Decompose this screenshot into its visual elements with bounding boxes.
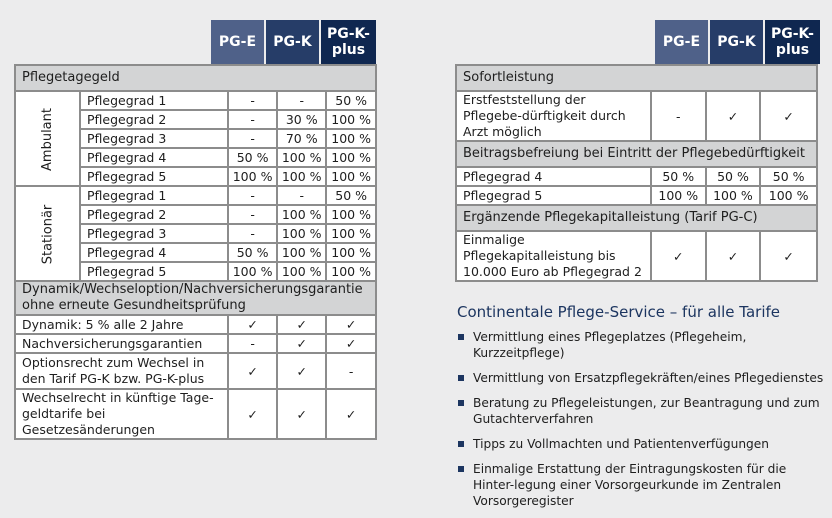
value-cell: 100 % (706, 186, 761, 205)
value-cell: 100 % (277, 167, 326, 186)
table-row (15, 353, 376, 389)
service-item: Einmalige Erstattung der Eintragungskosten für die Hinter-legung einer Vorsorgeurkunde im Zentralen Vorsorgeregister (455, 461, 830, 509)
col-pg-e: PG-E (211, 20, 264, 64)
row-label: Pflegegrad 5 (80, 167, 228, 186)
value-cell: ✓ (228, 315, 277, 334)
value-cell: ✓ (277, 353, 326, 389)
value-cell: 100 % (326, 262, 376, 281)
left-benefits-table (14, 64, 377, 440)
value-cell: 100 % (326, 224, 376, 243)
value-cell: 100 % (277, 262, 326, 281)
value-cell: ✓ (326, 315, 376, 334)
row-label: Pflegegrad 2 (80, 205, 228, 224)
value-cell: - (277, 91, 326, 110)
section-row (456, 205, 817, 231)
bullet-square-icon (458, 400, 464, 406)
value-cell: 100 % (228, 262, 277, 281)
bullet-square-icon (458, 375, 464, 381)
value-cell: - (228, 186, 277, 205)
row-label: Optionsrecht zum Wechsel in den Tarif PG-K bzw. PG-K-plus (15, 353, 228, 389)
value-cell: 100 % (326, 110, 376, 129)
table-row (15, 315, 376, 334)
value-cell: 100 % (228, 167, 277, 186)
service-item: Vermittlung eines Pflegeplatzes (Pflegeheim, Kurzzeitpflege) (455, 329, 830, 361)
value-cell: ✓ (228, 353, 277, 389)
row-label: Wechselrecht in künftige Tage-geldtarife bei Gesetzesänderungen (15, 389, 228, 439)
section-title: Dynamik/Wechseloption/Nachversicherungsgarantie ohne erneute Gesundheitsprüfung (15, 281, 376, 315)
row-label: Pflegegrad 5 (80, 262, 228, 281)
row-label: Pflegegrad 4 (456, 167, 651, 186)
value-cell: 100 % (277, 224, 326, 243)
col-pg-k: PG-K (266, 20, 319, 64)
table-row (456, 186, 817, 205)
value-cell: ✓ (228, 389, 277, 439)
value-cell: ✓ (760, 231, 817, 281)
value-cell: 100 % (326, 205, 376, 224)
value-cell: 100 % (277, 148, 326, 167)
value-cell: 50 % (326, 186, 376, 205)
row-label: Pflegegrad 3 (80, 224, 228, 243)
value-cell: 100 % (760, 186, 817, 205)
left-tariff-header (211, 20, 376, 64)
table-row (456, 91, 817, 141)
col-pg-e: PG-E (655, 20, 708, 64)
value-cell: 100 % (277, 243, 326, 262)
bullet-square-icon (458, 441, 464, 447)
value-cell: ✓ (277, 334, 326, 353)
section-row (456, 141, 817, 167)
value-cell: 70 % (277, 129, 326, 148)
group-label: Ambulant (15, 91, 80, 186)
row-label: Pflegegrad 4 (80, 243, 228, 262)
col-pg-k-plus: PG-K- plus (765, 20, 820, 64)
value-cell: 30 % (277, 110, 326, 129)
value-cell: - (228, 334, 277, 353)
value-cell: 50 % (651, 167, 706, 186)
value-cell: - (277, 186, 326, 205)
section-title: Ergänzende Pflegekapitalleistung (Tarif PG-C) (456, 205, 817, 231)
value-cell: 50 % (760, 167, 817, 186)
table-row (456, 231, 817, 281)
table-row (15, 186, 376, 205)
value-cell: 100 % (326, 243, 376, 262)
value-cell: 100 % (326, 129, 376, 148)
service-title: Continentale Pflege-Service – für alle Tarife (457, 303, 781, 321)
value-cell: 50 % (706, 167, 761, 186)
bullet-square-icon (458, 466, 464, 472)
value-cell: 50 % (228, 148, 277, 167)
row-label: Pflegegrad 4 (80, 148, 228, 167)
value-cell: 50 % (326, 91, 376, 110)
right-tariff-header (655, 20, 820, 64)
col-pg-k-plus: PG-K- plus (321, 20, 376, 64)
group-label: Stationär (15, 186, 80, 281)
row-label: Pflegegrad 1 (80, 91, 228, 110)
value-cell: - (228, 205, 277, 224)
value-cell: ✓ (277, 315, 326, 334)
service-section (455, 303, 830, 518)
value-cell: 50 % (228, 243, 277, 262)
row-label: Pflegegrad 1 (80, 186, 228, 205)
service-item: Vermittlung von Ersatzpflegekräften/eines Pflegedienstes (455, 370, 830, 386)
value-cell: - (228, 129, 277, 148)
row-label: Pflegegrad 3 (80, 129, 228, 148)
section-row (456, 65, 817, 91)
section-title: Pflegetagegeld (15, 65, 376, 91)
table-row (15, 91, 376, 110)
value-cell: ✓ (760, 91, 817, 141)
row-label: Erstfeststellung der Pflegebe-dürftigkeit durch Arzt möglich (456, 91, 651, 141)
value-cell: 100 % (326, 148, 376, 167)
value-cell: - (228, 110, 277, 129)
table-row (456, 167, 817, 186)
row-label: Pflegegrad 5 (456, 186, 651, 205)
table-row (15, 334, 376, 353)
value-cell: ✓ (326, 334, 376, 353)
service-item: Beratung zu Pflegeleistungen, zur Beantragung und zum Gutachterverfahren (455, 395, 830, 427)
service-item: Tipps zu Vollmachten und Patientenverfügungen (455, 436, 830, 452)
value-cell: ✓ (706, 231, 761, 281)
bullet-square-icon (458, 334, 464, 340)
value-cell: - (651, 91, 706, 141)
value-cell: 100 % (651, 186, 706, 205)
value-cell: - (326, 353, 376, 389)
row-label: Dynamik: 5 % alle 2 Jahre (15, 315, 228, 334)
service-list (455, 329, 830, 509)
value-cell: - (228, 91, 277, 110)
table-row (15, 389, 376, 439)
value-cell: ✓ (277, 389, 326, 439)
value-cell: 100 % (277, 205, 326, 224)
value-cell: ✓ (706, 91, 761, 141)
section-title: Beitragsbefreiung bei Eintritt der Pflegebedürftigkeit (456, 141, 817, 167)
row-label: Nachversicherungsgarantien (15, 334, 228, 353)
row-label: Pflegegrad 2 (80, 110, 228, 129)
value-cell: ✓ (651, 231, 706, 281)
value-cell: - (228, 224, 277, 243)
col-pg-k: PG-K (710, 20, 763, 64)
section-row (15, 281, 376, 315)
section-title: Sofortleistung (456, 65, 817, 91)
value-cell: 100 % (326, 167, 376, 186)
section-row (15, 65, 376, 91)
row-label: Einmalige Pflegekapitalleistung bis 10.000 Euro ab Pflegegrad 2 (456, 231, 651, 281)
value-cell: ✓ (326, 389, 376, 439)
right-benefits-table (455, 64, 818, 282)
